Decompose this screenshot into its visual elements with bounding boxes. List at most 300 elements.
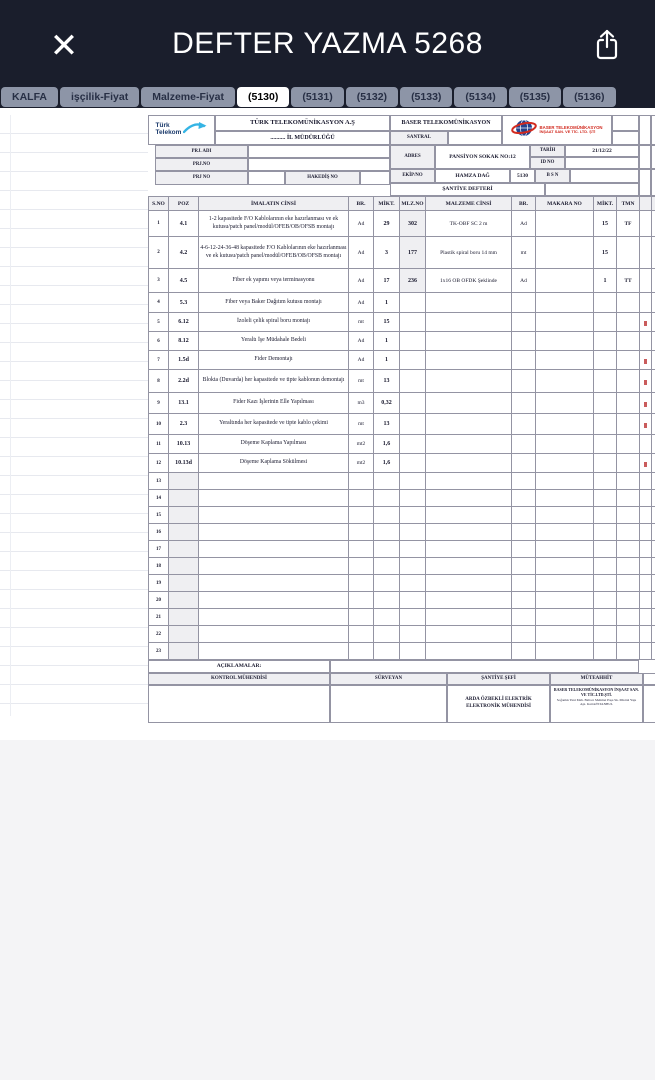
- col-poz: POZ: [169, 197, 199, 211]
- cell-br1: [349, 609, 374, 626]
- idno-value: [565, 157, 639, 169]
- cell-sno: 6: [149, 332, 169, 351]
- cell-makara: [536, 524, 594, 541]
- cell-mikt1: [374, 609, 400, 626]
- col-imalat: İMALATIN CİNSİ: [199, 197, 349, 211]
- cell-tmn: [617, 541, 640, 558]
- ekip-label: EKİP/NO: [390, 169, 435, 183]
- cell-sno: 22: [149, 626, 169, 643]
- cell-mikt1: [374, 507, 400, 524]
- cell-mikt2: [594, 351, 617, 370]
- cell-mikt1: [374, 626, 400, 643]
- tarih-value: 21/12/22: [565, 145, 639, 157]
- cell-tmn: [617, 643, 640, 660]
- adres-value: PANSİYON SOKAK NO:12: [435, 145, 530, 169]
- cell-mikt2: 15: [594, 211, 617, 237]
- santiye-defteri-label: ŞANTİYE DEFTERİ: [390, 183, 545, 196]
- cell-extra1: [640, 351, 652, 370]
- cell-mikt2: [594, 370, 617, 393]
- red-edge-mark: [644, 321, 647, 326]
- cell-imalat: [199, 558, 349, 575]
- cell-extra2: [652, 541, 655, 558]
- cell-imalat: 4-6-12-24-36-48 kapasitede F/O Kablolarının eke hazırlanması ve ek kutusu/patch panel/modül/OFEB/OB/OFSB montajı: [199, 237, 349, 269]
- cell-poz: [169, 473, 199, 490]
- cell-malzeme: TK-OBF SC 2 m: [426, 211, 512, 237]
- cell-malzeme: [426, 592, 512, 609]
- col-mikt1: MİKT.: [374, 197, 400, 211]
- cell-imalat: Blokta (Duvarda) her kapasitede ve tipte kablonun demontajı: [199, 370, 349, 393]
- cell-mlzno: [400, 490, 426, 507]
- tab-KALFA[interactable]: KALFA: [1, 87, 58, 107]
- cell-mlzno: [400, 626, 426, 643]
- cell-poz: [169, 541, 199, 558]
- cell-makara: [536, 393, 594, 414]
- cell-extra2: [652, 592, 655, 609]
- cell-mikt2: [594, 473, 617, 490]
- table-row: [149, 558, 655, 575]
- cell-br1: mt: [349, 313, 374, 332]
- cell-sno: 1: [149, 211, 169, 237]
- cell-extra1: [640, 507, 652, 524]
- cell-sno: 4: [149, 293, 169, 313]
- close-button[interactable]: ✕: [42, 24, 86, 68]
- cell-extra2: [652, 370, 655, 393]
- cell-br1: [349, 643, 374, 660]
- cell-extra2: [652, 351, 655, 370]
- cell-imalat: Fiber ek yapımı veya terminasyonu: [199, 269, 349, 293]
- cell-makara: [536, 211, 594, 237]
- baser-logo-line1: BASER TELEKOMÜNİKASYON: [539, 125, 603, 131]
- cell-mlzno: [400, 393, 426, 414]
- cell-br2: [512, 435, 536, 454]
- santiye-defteri-value: [545, 183, 639, 196]
- cell-makara: [536, 643, 594, 660]
- ekip-value: HAMZA DAĞ: [435, 169, 510, 183]
- cell-extra1: [640, 558, 652, 575]
- prj-no2-label: PRJ NO: [155, 171, 248, 185]
- cell-malzeme: [426, 393, 512, 414]
- cell-extra2: [652, 454, 655, 473]
- cell-sno: 8: [149, 370, 169, 393]
- cell-br1: [349, 558, 374, 575]
- cell-extra2: [652, 473, 655, 490]
- cell-makara: [536, 609, 594, 626]
- empty-cell: [651, 115, 655, 145]
- cell-poz: 10.13: [169, 435, 199, 454]
- share-button[interactable]: [587, 24, 627, 68]
- cell-mikt2: [594, 626, 617, 643]
- cell-mikt1: 29: [374, 211, 400, 237]
- cell-sno: 14: [149, 490, 169, 507]
- cell-mlzno: [400, 414, 426, 435]
- share-icon: [594, 49, 620, 64]
- cell-poz: 4.2: [169, 237, 199, 269]
- cell-sno: 10: [149, 414, 169, 435]
- cell-tmn: [617, 507, 640, 524]
- cell-makara: [536, 370, 594, 393]
- baser-logo-line2: İNŞAAT SAN. VE TİC. LTD. ŞTİ: [539, 129, 596, 135]
- cell-imalat: Fider Demontajı: [199, 351, 349, 370]
- cell-mlzno: 302: [400, 211, 426, 237]
- cell-makara: [536, 507, 594, 524]
- cell-mikt1: [374, 592, 400, 609]
- cell-sno: 21: [149, 609, 169, 626]
- cell-br1: mt2: [349, 435, 374, 454]
- cell-extra1: [640, 313, 652, 332]
- cell-extra1: [640, 454, 652, 473]
- cell-tmn: [617, 473, 640, 490]
- cell-mlzno: [400, 351, 426, 370]
- cell-imalat: Yeraltı İşe Müdahale Bedeli: [199, 332, 349, 351]
- red-edge-mark: [644, 359, 647, 364]
- cell-makara: [536, 626, 594, 643]
- cell-poz: 5.3: [169, 293, 199, 313]
- tab-5132[interactable]: (5132): [346, 87, 398, 107]
- cell-br1: [349, 541, 374, 558]
- cell-makara: [536, 332, 594, 351]
- cell-sno: 3: [149, 269, 169, 293]
- work-items-table: [148, 196, 655, 660]
- empty-cell: [639, 145, 651, 169]
- cell-extra2: [652, 643, 655, 660]
- red-edge-mark: [644, 402, 647, 407]
- cell-tmn: [617, 626, 640, 643]
- cell-mikt2: [594, 393, 617, 414]
- tt-logo-word2: Telekom: [155, 129, 182, 136]
- cell-extra1: [640, 524, 652, 541]
- muteahhit-address: Soğanlık Yeni Mah. Baltacı Mehmet Paşa Sk. Mistral Yapı Apt. Kartal/İSTANBUL: [556, 697, 637, 706]
- cell-imalat: [199, 643, 349, 660]
- cell-imalat: Yeraltında her kapasitede ve tipte kablo çekimi: [199, 414, 349, 435]
- idno-label: ID NO: [530, 157, 565, 169]
- prj-adi-label: PRJ. ADI: [155, 145, 248, 158]
- cell-sno: 9: [149, 393, 169, 414]
- cell-imalat: Döşeme Kaplama Yapılması: [199, 435, 349, 454]
- cell-br2: [512, 293, 536, 313]
- cell-sno: 17: [149, 541, 169, 558]
- org-name: TÜRK TELEKOMÜNİKASYON A.Ş: [215, 115, 390, 131]
- cell-mikt2: [594, 524, 617, 541]
- cell-br2: Ad: [512, 269, 536, 293]
- cell-tmn: [617, 332, 640, 351]
- cell-malzeme: Plastik spiral boru 14 mm: [426, 237, 512, 269]
- table-row: [149, 507, 655, 524]
- cell-tmn: [617, 393, 640, 414]
- cell-br2: [512, 332, 536, 351]
- cell-br2: [512, 490, 536, 507]
- cell-br2: [512, 609, 536, 626]
- cell-mikt2: [594, 592, 617, 609]
- cell-malzeme: [426, 609, 512, 626]
- cell-poz: 10.13d: [169, 454, 199, 473]
- cell-mikt1: [374, 524, 400, 541]
- org-subtitle: .......... İL MÜDÜRLÜĞÜ: [215, 131, 390, 145]
- cell-makara: [536, 454, 594, 473]
- cell-extra1: [640, 490, 652, 507]
- cell-mlzno: [400, 313, 426, 332]
- col-tmn: TMN: [617, 197, 640, 211]
- col-mlzno: MLZ.NO: [400, 197, 426, 211]
- cell-br1: [349, 507, 374, 524]
- cell-extra1: [640, 237, 652, 269]
- table-header-row: [149, 197, 655, 211]
- cell-poz: [169, 524, 199, 541]
- document-footer: [148, 660, 655, 723]
- cell-mlzno: [400, 558, 426, 575]
- cell-tmn: [617, 609, 640, 626]
- cell-extra2: [652, 211, 655, 237]
- cell-extra1: [640, 393, 652, 414]
- cell-poz: 6.12: [169, 313, 199, 332]
- cell-mlzno: [400, 454, 426, 473]
- cell-poz: 2.3: [169, 414, 199, 435]
- cell-poz: 4.5: [169, 269, 199, 293]
- adres-label: ADRES: [390, 145, 435, 169]
- empty-cell: [643, 673, 655, 685]
- sig-box-muteahhit: [550, 685, 643, 723]
- table-row: [149, 393, 655, 414]
- cell-sno: 16: [149, 524, 169, 541]
- tab-5130[interactable]: (5130): [237, 87, 289, 107]
- cell-mlzno: [400, 293, 426, 313]
- cell-mlzno: [400, 370, 426, 393]
- cell-mikt1: 15: [374, 313, 400, 332]
- cell-poz: 2.2d: [169, 370, 199, 393]
- cell-sno: 20: [149, 592, 169, 609]
- cell-extra1: [640, 269, 652, 293]
- cell-imalat: [199, 609, 349, 626]
- cell-extra1: [640, 414, 652, 435]
- cell-extra1: [640, 541, 652, 558]
- cell-mlzno: [400, 332, 426, 351]
- table-row: [149, 237, 655, 269]
- cell-malzeme: [426, 332, 512, 351]
- empty-cell: [639, 115, 651, 145]
- cell-mikt1: [374, 558, 400, 575]
- cell-makara: [536, 490, 594, 507]
- cell-br1: Ad: [349, 211, 374, 237]
- cell-malzeme: [426, 541, 512, 558]
- cell-extra2: [652, 507, 655, 524]
- sheet-tab-bar: [0, 86, 655, 108]
- table-row: [149, 643, 655, 660]
- cell-mlzno: 177: [400, 237, 426, 269]
- cell-br2: [512, 313, 536, 332]
- table-row: [149, 490, 655, 507]
- tab-5131[interactable]: (5131): [291, 87, 343, 107]
- cell-mikt2: 15: [594, 237, 617, 269]
- hakedis-value: [360, 171, 390, 185]
- cell-sno: 23: [149, 643, 169, 660]
- cell-sno: 7: [149, 351, 169, 370]
- col-mikt2: MİKT.: [594, 197, 617, 211]
- table-row: [149, 592, 655, 609]
- baser-logo: [502, 115, 612, 145]
- cell-br2: [512, 393, 536, 414]
- table-row: [149, 609, 655, 626]
- cell-poz: [169, 507, 199, 524]
- baser-globe-icon: [511, 117, 537, 144]
- muteahhit-name: BASER TELEKOMÜNİKASYON İNŞAAT SAN. VE TİC.LTD.ŞTİ.: [553, 687, 640, 697]
- cell-br1: Ad: [349, 332, 374, 351]
- table-row: [149, 626, 655, 643]
- cell-tmn: [617, 524, 640, 541]
- cell-extra1: [640, 293, 652, 313]
- table-row: [149, 473, 655, 490]
- sig-title-kontrol: KONTROL MÜHENDİSİ: [148, 673, 330, 685]
- red-edge-mark: [644, 380, 647, 385]
- cell-mikt1: 3: [374, 237, 400, 269]
- cell-poz: [169, 575, 199, 592]
- col-extra1: [640, 197, 652, 211]
- hakedis-label: HAKEDİŞ NO: [285, 171, 360, 185]
- cell-malzeme: [426, 293, 512, 313]
- cell-br2: [512, 626, 536, 643]
- cell-malzeme: [426, 626, 512, 643]
- cell-br1: Ad: [349, 269, 374, 293]
- cell-tmn: [617, 313, 640, 332]
- cell-makara: [536, 293, 594, 313]
- cell-br1: [349, 473, 374, 490]
- cell-malzeme: [426, 454, 512, 473]
- cell-br1: Ad: [349, 351, 374, 370]
- cell-extra1: [640, 473, 652, 490]
- aciklamalar-value: [330, 660, 639, 673]
- tab-Malzeme-Fiyat[interactable]: Malzeme-Fiyat: [141, 87, 235, 107]
- cell-sno: 12: [149, 454, 169, 473]
- tab-5134[interactable]: (5134): [454, 87, 506, 107]
- cell-mlzno: [400, 473, 426, 490]
- cell-malzeme: [426, 558, 512, 575]
- cell-br1: Ad: [349, 293, 374, 313]
- cell-br1: Ad: [349, 237, 374, 269]
- cell-br2: [512, 454, 536, 473]
- cell-malzeme: [426, 414, 512, 435]
- cell-poz: 1.5d: [169, 351, 199, 370]
- cell-makara: [536, 592, 594, 609]
- cell-poz: [169, 626, 199, 643]
- table-row: [149, 435, 655, 454]
- cell-extra2: [652, 313, 655, 332]
- cell-poz: 13.1: [169, 393, 199, 414]
- table-row: [149, 370, 655, 393]
- cell-imalat: [199, 473, 349, 490]
- cell-br1: mt2: [349, 454, 374, 473]
- cell-makara: [536, 558, 594, 575]
- cell-mikt2: [594, 609, 617, 626]
- tt-logo-word1: Türk: [155, 122, 170, 130]
- cell-tmn: [617, 414, 640, 435]
- table-row: [149, 524, 655, 541]
- table-row: [149, 293, 655, 313]
- col-br1: BR.: [349, 197, 374, 211]
- tt-swoosh-icon: [183, 121, 207, 140]
- cell-extra1: [640, 370, 652, 393]
- sig-title-santiye-sefi: ŞANTİYE ŞEFİ: [447, 673, 550, 685]
- cell-mikt2: [594, 490, 617, 507]
- cell-mikt2: [594, 313, 617, 332]
- table-row: [149, 351, 655, 370]
- cell-imalat: Fider Kazı İşlerinin Elle Yapılması: [199, 393, 349, 414]
- cell-imalat: İzoleli çelik spiral boru montajı: [199, 313, 349, 332]
- cell-mikt2: [594, 454, 617, 473]
- cell-poz: [169, 643, 199, 660]
- empty-cell: [651, 145, 655, 169]
- cell-tmn: TF: [617, 211, 640, 237]
- cell-mikt2: [594, 643, 617, 660]
- table-row: [149, 332, 655, 351]
- col-sno: S.NO: [149, 197, 169, 211]
- cell-imalat: 1-2 kapasitede F/O Kablolarının eke hazırlanması ve ek kutusu/patch panel/modül/OFEB/OB/OFSB montajı: [199, 211, 349, 237]
- cell-mikt2: [594, 293, 617, 313]
- cell-mikt2: [594, 541, 617, 558]
- cell-extra1: [640, 592, 652, 609]
- empty-cell: [612, 115, 639, 131]
- cell-mikt1: 1: [374, 293, 400, 313]
- cell-malzeme: 1x16 OB OFDK Şeklinde: [426, 269, 512, 293]
- cell-br2: [512, 558, 536, 575]
- cell-poz: [169, 558, 199, 575]
- red-edge-mark: [644, 423, 647, 428]
- prj-no2-value: [248, 171, 285, 185]
- cell-makara: [536, 541, 594, 558]
- tab-5133[interactable]: (5133): [400, 87, 452, 107]
- cell-sno: 11: [149, 435, 169, 454]
- cell-br2: [512, 643, 536, 660]
- cell-mlzno: 236: [400, 269, 426, 293]
- empty-cell: [639, 169, 651, 196]
- cell-sno: 13: [149, 473, 169, 490]
- cell-mlzno: [400, 609, 426, 626]
- cell-br2: Ad: [512, 211, 536, 237]
- cell-extra1: [640, 626, 652, 643]
- cell-extra1: [640, 643, 652, 660]
- cell-imalat: [199, 575, 349, 592]
- cell-extra1: [640, 211, 652, 237]
- red-edge-mark: [644, 462, 647, 467]
- sig-box-santiye-sefi: ARDA ÖZBEKLİ ELEKTRİK ELEKTRONİK MÜHENDİSİ: [447, 685, 550, 723]
- top-bar: [0, 0, 655, 86]
- tab-5136[interactable]: (5136): [563, 87, 615, 107]
- cell-malzeme: [426, 524, 512, 541]
- cell-br2: [512, 370, 536, 393]
- cell-mlzno: [400, 524, 426, 541]
- cell-extra2: [652, 524, 655, 541]
- ekip-code: 5130: [510, 169, 535, 183]
- cell-extra1: [640, 332, 652, 351]
- cell-extra2: [652, 414, 655, 435]
- cell-br1: [349, 524, 374, 541]
- cell-makara: [536, 473, 594, 490]
- cell-makara: [536, 435, 594, 454]
- spreadsheet-area[interactable]: [0, 108, 655, 740]
- cell-extra2: [652, 269, 655, 293]
- cell-malzeme: [426, 643, 512, 660]
- cell-mlzno: [400, 592, 426, 609]
- cell-extra2: [652, 293, 655, 313]
- tab-işçilik-Fiyat[interactable]: işçilik-Fiyat: [60, 87, 139, 107]
- cell-mikt2: [594, 575, 617, 592]
- cell-br2: mt: [512, 237, 536, 269]
- cell-makara: [536, 313, 594, 332]
- tab-5135[interactable]: (5135): [509, 87, 561, 107]
- cell-mlzno: [400, 575, 426, 592]
- empty-cell: [643, 685, 655, 723]
- cell-mikt1: 1,6: [374, 435, 400, 454]
- cell-malzeme: [426, 507, 512, 524]
- cell-extra2: [652, 558, 655, 575]
- cell-mikt2: [594, 332, 617, 351]
